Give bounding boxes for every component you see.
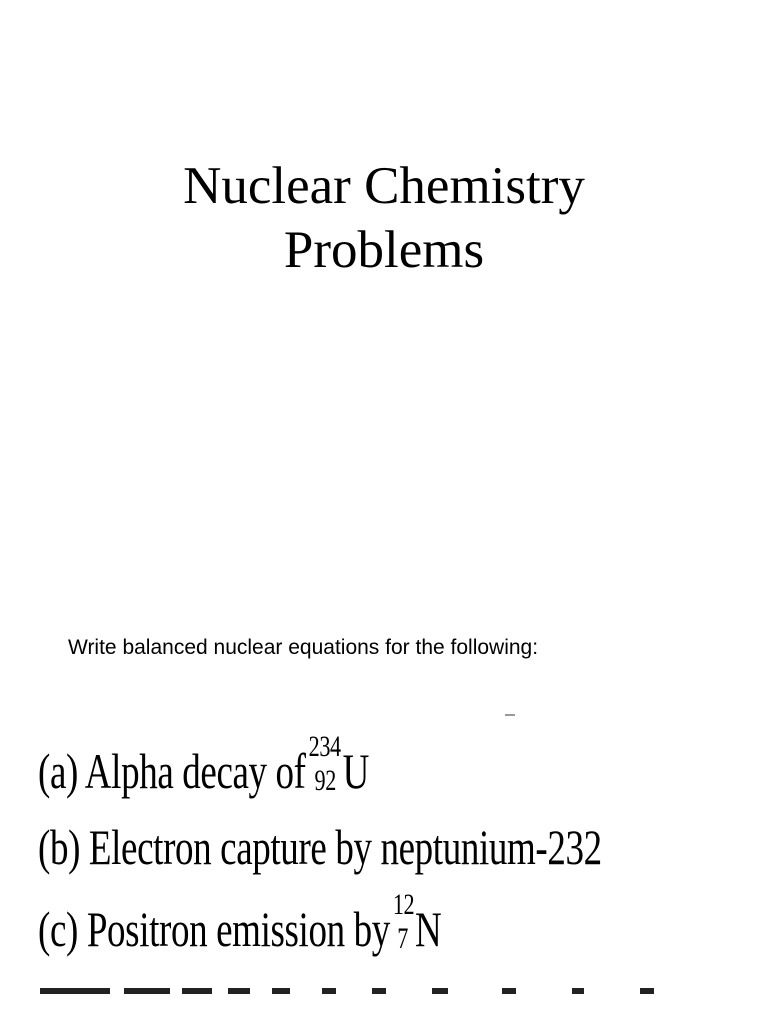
slide-title — [0, 154, 768, 282]
problem-a-text: Alpha decay of — [84, 743, 306, 799]
instruction-text: Write balanced nuclear equations for the following: — [68, 636, 539, 659]
nuclide-nitrogen-symbol: N — [415, 901, 442, 957]
problems-image — [32, 716, 682, 996]
cut-off-next-line — [32, 986, 682, 996]
problem-c-text: Positron emission by — [86, 901, 390, 957]
problem-a — [38, 730, 369, 800]
problem-c-label: (c) — [38, 901, 78, 957]
problem-b-label: (b) — [38, 819, 81, 875]
nuclide-uranium — [308, 730, 343, 797]
title-line-2: Problems — [283, 221, 485, 279]
nuclide-uranium-symbol: U — [342, 743, 369, 799]
problem-b — [38, 818, 602, 876]
nuclide-nitrogen-atomic: 7 — [397, 922, 408, 955]
problem-b-text: Electron capture by neptunium-232 — [88, 819, 602, 875]
nuclide-nitrogen — [392, 888, 415, 955]
problem-a-label: (a) — [38, 743, 78, 799]
nuclide-uranium-atomic: 92 — [314, 764, 336, 797]
nuclide-nitrogen-mass: 12 — [392, 888, 415, 921]
nuclide-uranium-mass: 234 — [308, 730, 341, 763]
problem-c — [38, 888, 442, 958]
title-line-1: Nuclear Chemistry — [183, 157, 585, 215]
